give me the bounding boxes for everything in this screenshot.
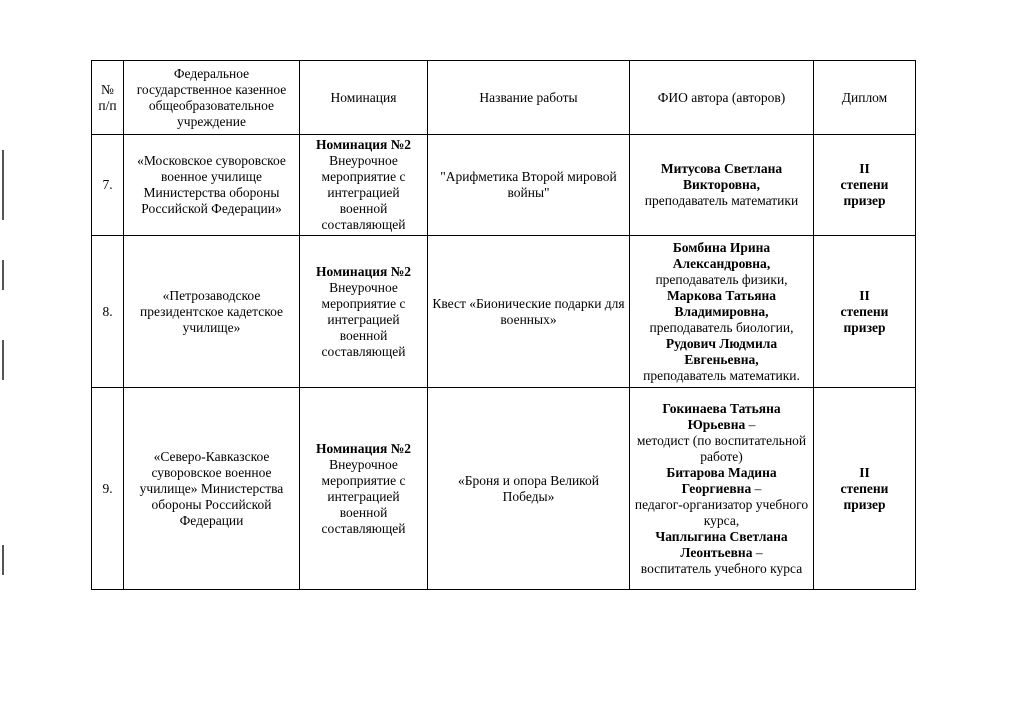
scan-edge-mark	[2, 260, 4, 290]
table-row	[92, 388, 916, 590]
institution-cell: «Северо-Кавказское суворовское военное училище» Министерства обороны Российской Федерации	[124, 388, 300, 590]
nomination-cell: Номинация №2 Внеурочное мероприятие с интеграцией военной составляющей	[300, 388, 428, 590]
row-number: 8.	[92, 236, 124, 388]
header-institution: Федеральное государственное казенное общеобразовательное учреждение	[124, 61, 300, 135]
header-row	[92, 61, 916, 135]
nomination-cell: Номинация №2 Внеурочное мероприятие с интеграцией военной составляющей	[300, 236, 428, 388]
header-num: № п/п	[92, 61, 124, 135]
header-nomination: Номинация	[300, 61, 428, 135]
institution-cell: «Петрозаводское президентское кадетское училище»	[124, 236, 300, 388]
table-row	[92, 135, 916, 236]
header-work: Название работы	[428, 61, 630, 135]
scan-edge-mark	[2, 545, 4, 575]
nomination-cell: Номинация №2 Внеурочное мероприятие с интеграцией военной составляющей	[300, 135, 428, 236]
author-cell: Бомбина Ирина Александровна, преподаватель физики, Маркова Татьяна Владимировна, преподаватель биологии, Рудович Людмила Евгеньевна, преподаватель математики.	[630, 236, 814, 388]
row-number: 7.	[92, 135, 124, 236]
scan-edge-mark	[2, 340, 4, 380]
table-row	[92, 236, 916, 388]
diploma-cell: II степени призер	[814, 135, 916, 236]
work-title-cell: Квест «Бионические подарки для военных»	[428, 236, 630, 388]
institution-cell: «Московское суворовское военное училище Министерства обороны Российской Федерации»	[124, 135, 300, 236]
row-number: 9.	[92, 388, 124, 590]
work-title-cell: "Арифметика Второй мировой войны"	[428, 135, 630, 236]
author-cell: Митусова Светлана Викторовна, преподаватель математики	[630, 135, 814, 236]
work-title-cell: «Броня и опора Великой Победы»	[428, 388, 630, 590]
scan-edge-mark	[2, 150, 4, 220]
diploma-cell: II степени призер	[814, 388, 916, 590]
results-table	[91, 60, 916, 590]
header-author: ФИО автора (авторов)	[630, 61, 814, 135]
header-diploma: Диплом	[814, 61, 916, 135]
diploma-cell: II степени призер	[814, 236, 916, 388]
author-cell: Гокинаева Татьяна Юрьевна – методист (по воспитательной работе) Битарова Мадина Георгиевна – педагог-организатор учебного курса, Чаплыгина Светлана Леонтьевна – воспитатель учебного курса	[630, 388, 814, 590]
